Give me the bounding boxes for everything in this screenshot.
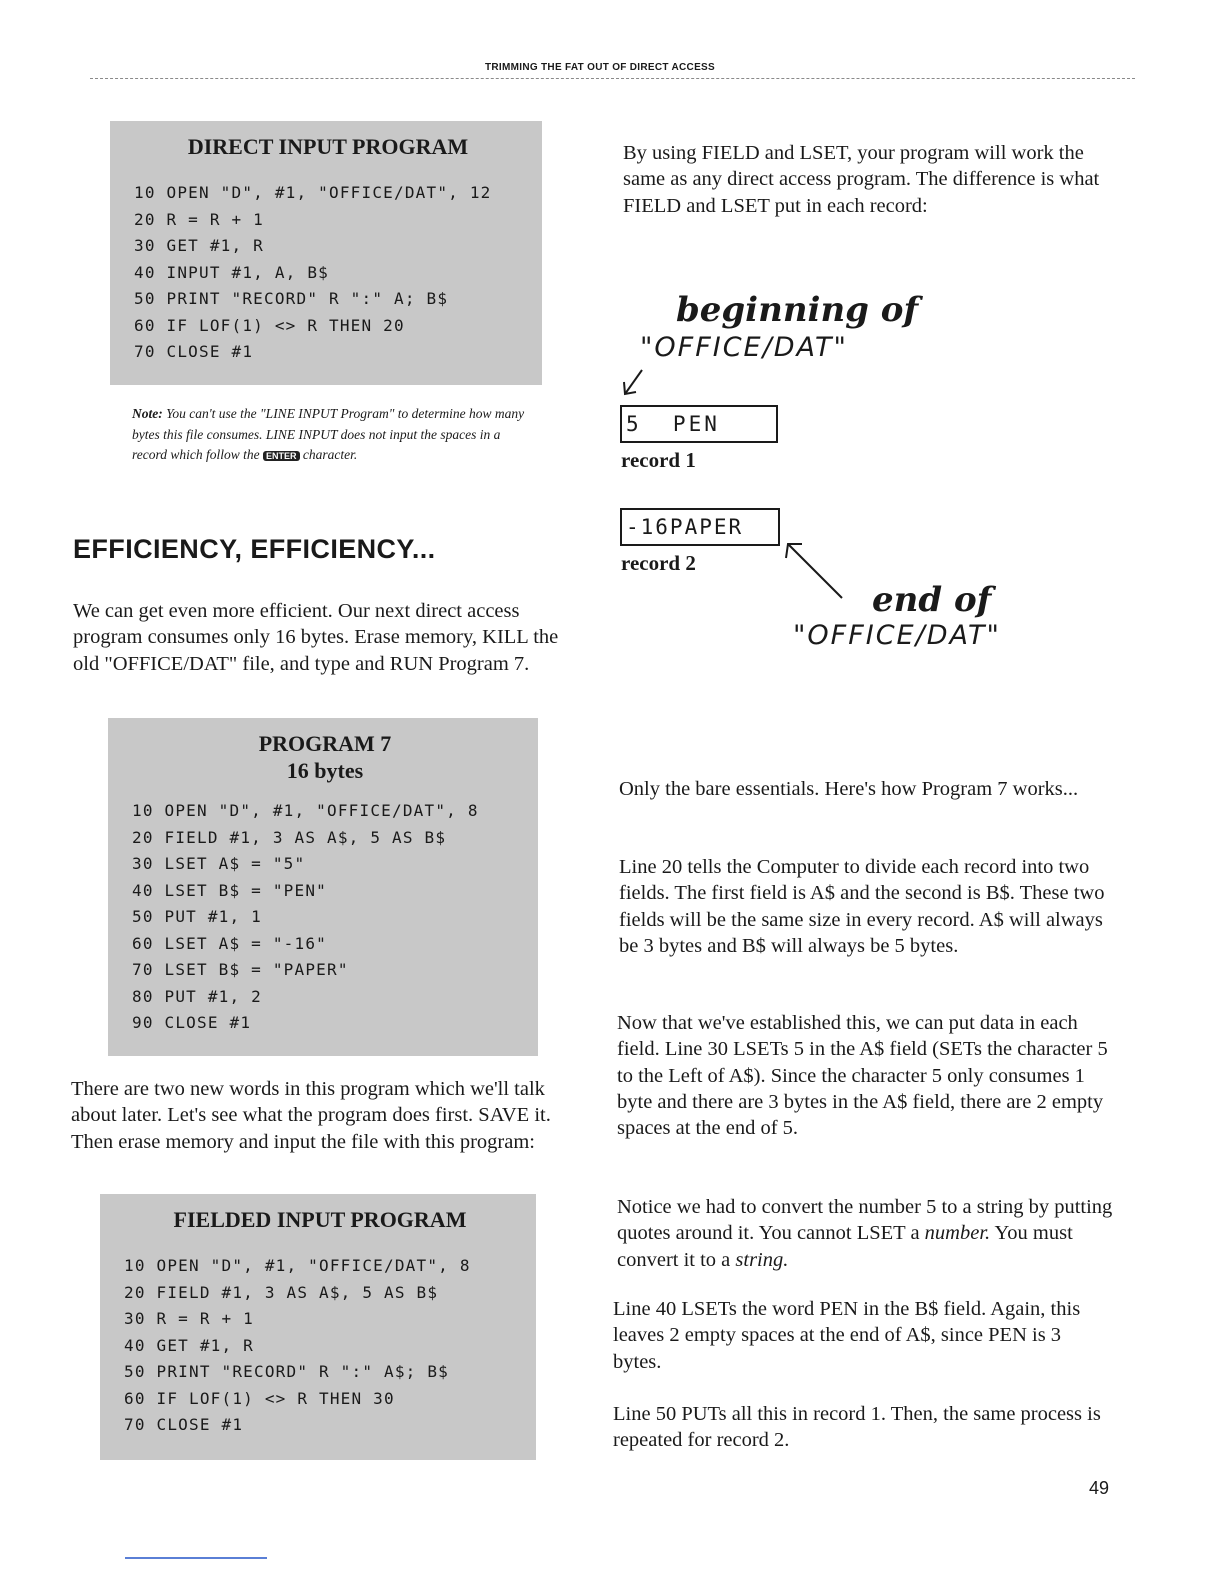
running-header: TRIMMING THE FAT OUT OF DIRECT ACCESS bbox=[485, 62, 715, 73]
p5-text: Notice we had to convert the number 5 to a string by putting quotes around it. You cannot LSET a bbox=[617, 1196, 1113, 1245]
code-line: 10 OPEN "D", #1, "OFFICE/DAT", 12 bbox=[134, 183, 492, 202]
right-paragraph-4: Now that we've established this, we can put data in each field. Line 30 LSETs 5 in the A$ field (SETs the character 5 to the Left of A$). Since the character 5 only consumes 1 byte and there are 3 bytes in the A$ field, there are 2 empty spaces at the end of 5. bbox=[617, 1012, 1108, 1140]
code-line: 20 FIELD #1, 3 AS A$, 5 AS B$ bbox=[132, 827, 447, 847]
annotation-beginning-file: "OFFICE/DAT" bbox=[640, 332, 848, 363]
note-label: Note: bbox=[132, 406, 163, 421]
right-paragraph-1: By using FIELD and LSET, your program will work the same as any direct access program. The difference is what FIELD and LSET put in each record: bbox=[623, 142, 1100, 217]
record2-box: -16PAPER bbox=[620, 508, 780, 546]
code-line: 50 PRINT "RECORD" R ":" A$; B$ bbox=[124, 1362, 449, 1381]
p5-emphasis-number: number. bbox=[924, 1222, 991, 1245]
header-rule bbox=[90, 78, 1135, 79]
code-line: 40 GET #1, R bbox=[124, 1335, 254, 1355]
direct-input-program-box bbox=[110, 121, 542, 385]
note-body-end: character. bbox=[302, 447, 358, 462]
right-paragraph-5 bbox=[617, 1194, 1117, 1273]
right-paragraph-7: Line 50 PUTs all this in record 1. Then, the same process is repeated for record 2. bbox=[613, 1403, 1101, 1452]
direct-input-program-code bbox=[134, 180, 522, 366]
after-program7-paragraph: There are two new words in this program which we'll talk about later. Let's see what the program does first. SAVE it. Then erase memory and input the file with this program: bbox=[71, 1078, 551, 1153]
code-line: 60 LSET A$ = "-16" bbox=[132, 933, 327, 953]
p5-text-middle: You must convert it to a bbox=[617, 1222, 1073, 1271]
arrow-to-record2-icon bbox=[780, 536, 850, 606]
program7-code bbox=[132, 798, 518, 1037]
enter-key-icon: ENTER bbox=[263, 451, 300, 461]
right-paragraph-6: Line 40 LSETs the word PEN in the B$ field. Again, this leaves 2 empty spaces at the end of A$, since PEN is 3 bytes. bbox=[613, 1298, 1081, 1373]
code-line: 60 IF LOF(1) <> R THEN 20 bbox=[134, 315, 405, 335]
fielded-input-program-title: FIELDED INPUT PROGRAM bbox=[173, 1207, 467, 1232]
fielded-input-program-box bbox=[100, 1194, 536, 1460]
record2-label: record 2 bbox=[621, 551, 696, 575]
section-heading: EFFICIENCY, EFFICIENCY... bbox=[73, 534, 436, 564]
program7-title: PROGRAM 7 bbox=[258, 731, 392, 756]
code-line: 30 R = R + 1 bbox=[124, 1309, 254, 1328]
intro-paragraph: We can get even more efficient. Our next direct access program consumes only 16 bytes. Erase memory, KILL the old "OFFICE/DAT" file, and type and RUN Program 7. bbox=[73, 600, 559, 675]
bottom-rule bbox=[125, 1557, 267, 1559]
code-line: 50 PRINT "RECORD" R ":" A; B$ bbox=[134, 289, 449, 308]
code-line: 70 LSET B$ = "PAPER" bbox=[132, 960, 349, 979]
annotation-end: end of bbox=[872, 580, 992, 620]
code-line: 30 GET #1, R bbox=[134, 236, 264, 255]
fielded-input-program-code bbox=[124, 1253, 516, 1439]
code-line: 90 CLOSE #1 bbox=[132, 1013, 252, 1032]
code-line: 40 INPUT #1, A, B$ bbox=[134, 262, 329, 282]
annotation-end-file: "OFFICE/DAT" bbox=[793, 620, 1001, 651]
program7-box bbox=[108, 718, 538, 1056]
arrow-to-record1-icon bbox=[620, 366, 650, 400]
record1-label: record 1 bbox=[621, 448, 696, 472]
code-line: 10 OPEN "D", #1, "OFFICE/DAT", 8 bbox=[132, 801, 479, 820]
direct-input-program-title: DIRECT INPUT PROGRAM bbox=[187, 134, 469, 159]
code-line: 50 PUT #1, 1 bbox=[132, 907, 262, 926]
right-paragraph-3: Line 20 tells the Computer to divide each record into two fields. The first field is A$ and the second is B$. These two fields will be the same size in every record. A$ will always be 3 bytes and B$ will always be 5 bytes. bbox=[619, 856, 1105, 957]
program7-subtitle: 16 bytes bbox=[286, 758, 364, 783]
code-line: 40 LSET B$ = "PEN" bbox=[132, 880, 327, 900]
code-line: 80 PUT #1, 2 bbox=[132, 986, 262, 1006]
code-line: 30 LSET A$ = "5" bbox=[132, 854, 306, 873]
code-line: 20 R = R + 1 bbox=[134, 209, 264, 229]
code-line: 70 CLOSE #1 bbox=[124, 1415, 244, 1434]
code-line: 60 IF LOF(1) <> R THEN 30 bbox=[124, 1388, 395, 1408]
record1-box: 5 PEN bbox=[620, 405, 778, 443]
code-line: 10 OPEN "D", #1, "OFFICE/DAT", 8 bbox=[124, 1256, 471, 1275]
page-number: 49 bbox=[1089, 1478, 1110, 1498]
note-body: You can't use the "LINE INPUT Program" to determine how many bytes this file consumes. LINE INPUT does not input the spaces in a record which follow the bbox=[132, 406, 525, 462]
right-paragraph-2: Only the bare essentials. Here's how Program 7 works... bbox=[619, 778, 1079, 800]
annotation-beginning: beginning of bbox=[676, 290, 919, 330]
p5-emphasis-string: string. bbox=[735, 1248, 789, 1271]
note-text bbox=[132, 404, 532, 467]
code-line: 20 FIELD #1, 3 AS A$, 5 AS B$ bbox=[124, 1282, 439, 1302]
code-line: 70 CLOSE #1 bbox=[134, 342, 254, 361]
